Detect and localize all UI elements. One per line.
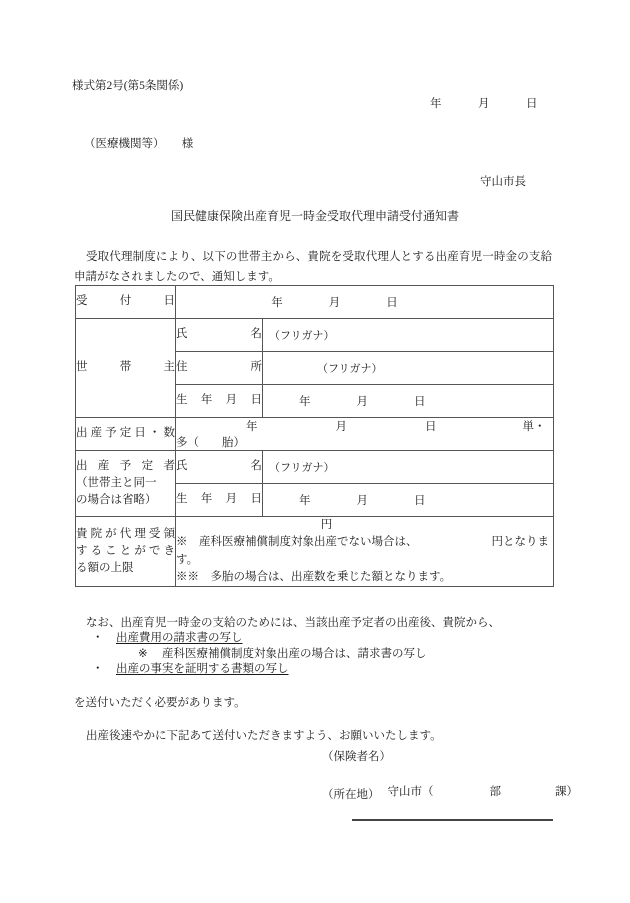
bullet-icon: ・	[92, 632, 104, 644]
householder-birthdate-label: 生年月日	[176, 385, 263, 418]
expectant-birthdate-label: 生年月日	[176, 484, 263, 517]
reception-date-text: 年 月 日	[271, 297, 398, 309]
list-item	[92, 664, 562, 676]
expectant-label-main: 出産予定者	[76, 460, 175, 473]
limit-label	[76, 517, 176, 587]
limit-label-line3: る額の上限	[76, 561, 134, 574]
householder-address-furigana: （フリガナ）	[317, 363, 383, 375]
householder-label: 世帯主	[76, 319, 176, 418]
expected-birth-count: 単・多（ 胎）	[176, 421, 546, 449]
householder-address-value	[263, 352, 554, 385]
limit-label-line1: 貴院が代理受領	[76, 528, 175, 541]
expectant-name-label: 氏名	[176, 451, 263, 484]
limit-note-1-post: 円となります。	[176, 536, 549, 566]
list-item-subnote	[138, 649, 562, 661]
kome-icon: ※	[138, 647, 148, 660]
footer-request: 出産後速やかに下記あて送付いただきますよう、お願いいたします。	[86, 730, 442, 742]
householder-birthdate-text: 年 月 日	[299, 396, 426, 408]
table-row-expectant-name	[76, 451, 554, 484]
householder-name-label: 氏名	[176, 319, 263, 352]
table-row-expected-birth	[76, 418, 554, 451]
reception-date-label: 受付日	[76, 286, 176, 319]
limit-label-line2: することができ	[76, 545, 175, 558]
householder-name-value	[263, 319, 554, 352]
insurer-dept: 部	[489, 786, 501, 799]
expectant-name-furigana: （フリガナ）	[269, 462, 335, 474]
expectant-birthdate-text: 年 月 日	[299, 495, 426, 507]
householder-address-label: 住所	[176, 352, 263, 385]
intro-paragraph: 受取代理制度により、以下の世帯主から、貴院を受取代理人とする出産育児一時金の支給申請がなされましたので、通知します。	[74, 251, 552, 283]
list-item-label-2: 出産の事実を証明する書類の写し	[116, 663, 289, 675]
footer-closing: を送付いただく必要があります。	[74, 697, 246, 709]
limit-amount-unit: 円	[320, 519, 333, 531]
table-row-reception-date	[76, 286, 554, 319]
expected-birth-day: 日	[425, 421, 437, 433]
footer-note-intro: なお、出産育児一時金の支給のためには、当該出産予定者の出産後、貴院から、	[86, 617, 500, 629]
reception-date-value	[176, 286, 554, 319]
limit-note-1	[176, 534, 553, 569]
table-row-householder-name	[76, 319, 554, 352]
document-title: 国民健康保険出産育児一時金受取代理申請受付通知書	[170, 209, 459, 223]
list-item-subnote-label: 産科医療補償制度対象出産の場合は、請求書の写し	[162, 647, 427, 660]
householder-name-furigana: （フリガナ）	[269, 330, 335, 342]
expectant-birthdate-value	[263, 484, 554, 517]
insurer-address-blank-line	[352, 805, 553, 820]
issue-date-line: 年 月 日	[430, 98, 538, 110]
bullet-icon: ・	[92, 663, 104, 675]
insurer-section: 課）	[555, 786, 578, 799]
application-details-table	[75, 285, 554, 587]
issuer-name: 守山市長	[480, 176, 526, 188]
list-item	[92, 633, 562, 645]
expected-birth-month: 月	[335, 421, 347, 433]
required-documents-list	[92, 633, 562, 680]
insurer-name-label: （保険者名）	[322, 751, 391, 763]
expected-birth-value	[176, 418, 554, 451]
expectant-label-sub2: の場合は省略）	[76, 493, 157, 506]
expected-birth-year: 年	[246, 421, 258, 433]
limit-note-1-pre: ※ 産科医療補償制度対象出産でない場合は、	[176, 536, 418, 549]
limit-note-2: ※※ 多胎の場合は、出産数を乗じた額となります。	[176, 570, 452, 583]
insurer-address-label: （所在地）	[322, 789, 380, 801]
expectant-name-value	[263, 451, 554, 484]
expectant-label	[76, 451, 176, 517]
addressee-line: （医療機関等） 様	[84, 138, 194, 150]
list-item-label-1: 出産費用の請求書の写し	[116, 632, 243, 644]
table-row-limit-amount	[76, 517, 554, 587]
expected-birth-label: 出産予定日・数	[76, 418, 176, 451]
expectant-label-sub1: （世帯主と同一	[76, 477, 157, 490]
limit-amount-value	[176, 517, 554, 587]
form-number: 様式第2号(第5条関係)	[72, 80, 184, 92]
insurer-city: 守山市（	[387, 786, 434, 799]
householder-birthdate-value	[263, 385, 554, 418]
